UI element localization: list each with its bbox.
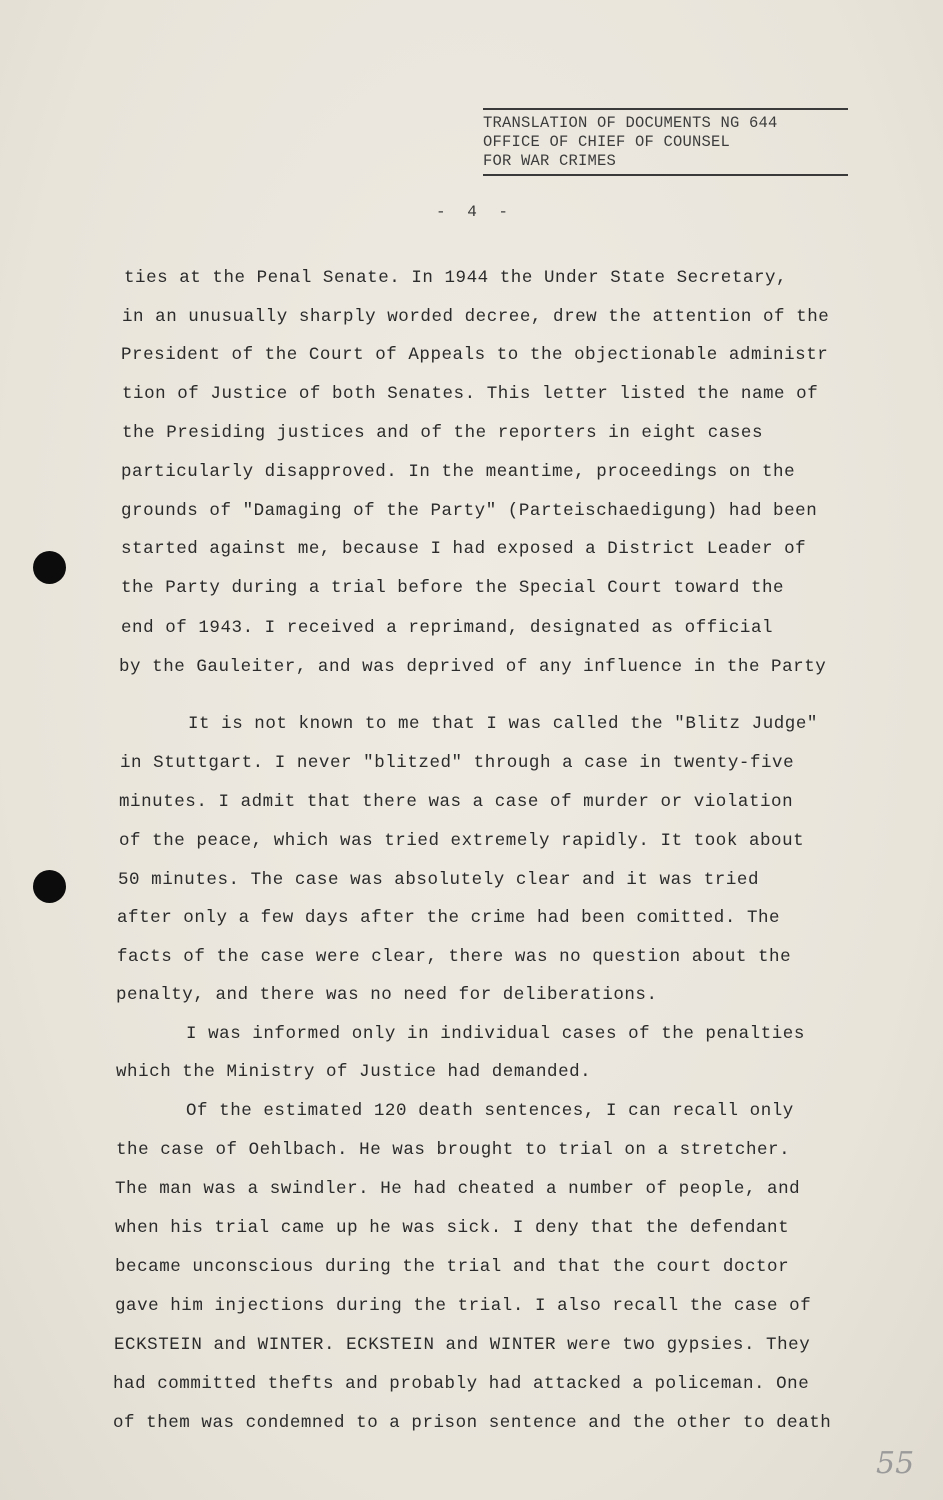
text-line: became unconscious during the trial and that the court doctor — [115, 1257, 790, 1277]
text-line: started against me, because I had exposed a District Leader of — [121, 539, 807, 559]
header-line-2: OFFICE OF CHIEF OF COUNSEL — [483, 133, 731, 151]
page-number: 55 — [876, 1446, 915, 1481]
text-line: the case of Oehlbach. He was brought to trial on a stretcher. — [116, 1140, 791, 1160]
text-line: President of the Court of Appeals to the objectionable administr — [121, 345, 829, 365]
text-line: penalty, and there was no need for deliberations. — [116, 985, 658, 1005]
text-line: when his trial came up he was sick. I deny that the defendant — [115, 1218, 790, 1238]
text-line: end of 1943. I received a reprimand, designated as official — [121, 618, 774, 638]
text-line: I was informed only in individual cases of the penalties — [186, 1024, 805, 1044]
text-line: gave him injections during the trial. I also recall the case of — [115, 1296, 812, 1316]
text-line: grounds of "Damaging of the Party" (Parteischaedigung) had been — [121, 501, 818, 521]
header-line-3: FOR WAR CRIMES — [483, 152, 617, 170]
text-line: minutes. I admit that there was a case of murder or violation — [119, 792, 794, 812]
text-line: ties at the Penal Senate. In 1944 the Under State Secretary, — [124, 268, 788, 288]
text-line: Of the estimated 120 death sentences, I can recall only — [186, 1101, 794, 1121]
text-line: The man was a swindler. He had cheated a number of people, and — [115, 1179, 801, 1199]
text-line: facts of the case were clear, there was no question about the — [117, 947, 792, 967]
text-line: particularly disapproved. In the meantime, proceedings on the — [121, 462, 796, 482]
text-line: It is not known to me that I was called the "Blitz Judge" — [188, 714, 818, 734]
page-marker: - 4 - — [436, 203, 515, 221]
text-line: 50 minutes. The case was absolutely clear and it was tried — [118, 870, 759, 890]
text-line: after only a few days after the crime had been comitted. The — [117, 908, 781, 928]
text-line: in Stuttgart. I never "blitzed" through a case in twenty-five — [120, 753, 795, 773]
text-line: the Presiding justices and of the reporters in eight cases — [122, 423, 763, 443]
punch-hole-top — [33, 551, 66, 584]
text-line: of them was condemned to a prison sentence and the other to death — [113, 1413, 832, 1433]
text-line: by the Gauleiter, and was deprived of any influence in the Party — [119, 657, 827, 677]
header-line-1: TRANSLATION OF DOCUMENTS NG 644 — [483, 114, 778, 132]
text-line: in an unusually sharply worded decree, drew the attention of the — [122, 307, 830, 327]
text-line: which the Ministry of Justice had demanded. — [116, 1062, 592, 1082]
text-line: ECKSTEIN and WINTER. ECKSTEIN and WINTER were two gypsies. They — [114, 1335, 811, 1355]
text-line: the Party during a trial before the Special Court toward the — [121, 578, 785, 598]
text-line: had committed thefts and probably had attacked a policeman. One — [113, 1374, 810, 1394]
document-header — [483, 108, 848, 176]
text-line: of the peace, which was tried extremely rapidly. It took about — [119, 831, 805, 851]
punch-hole-bottom — [33, 870, 66, 903]
text-line: tion of Justice of both Senates. This letter listed the name of — [122, 384, 819, 404]
